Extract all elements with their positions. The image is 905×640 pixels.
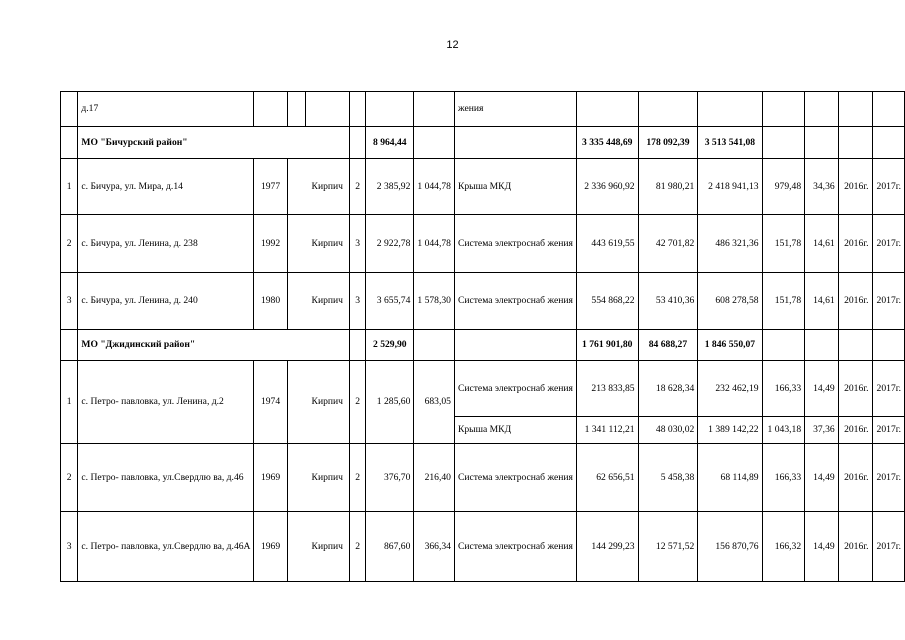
table-row xyxy=(61,159,905,215)
table-cell xyxy=(414,92,455,127)
year-built-cell: 1969 xyxy=(254,512,287,582)
table-cell xyxy=(762,330,805,361)
year-end-cell: 2017г. xyxy=(872,512,904,582)
cost-owners-cell: 42 701,82 xyxy=(638,215,698,273)
cost-fund-cell: 1 341 112,21 xyxy=(576,417,638,444)
table-cell xyxy=(61,92,78,127)
cost-total-cell: 1 389 142,22 xyxy=(698,417,762,444)
table-cell xyxy=(287,273,305,330)
year-start-cell: 2016г. xyxy=(838,215,872,273)
wall-material-cell: Кирпич xyxy=(306,159,350,215)
table-cell xyxy=(414,330,455,361)
table-cell xyxy=(306,92,350,127)
table-row xyxy=(61,361,905,417)
year-built-cell: 1969 xyxy=(254,444,287,512)
cost-owners-cell: 48 030,02 xyxy=(638,417,698,444)
table-cell xyxy=(838,127,872,159)
work-type-cell: Система электроснаб жения xyxy=(454,512,576,582)
table-row xyxy=(61,444,905,512)
living-area-cell: 1 044,78 xyxy=(414,159,455,215)
group-row xyxy=(61,330,905,361)
table-cell xyxy=(805,127,839,159)
living-area-cell: 1 578,30 xyxy=(414,273,455,330)
year-end-cell: 2017г. xyxy=(872,417,904,444)
table-cell xyxy=(287,92,305,127)
year-built-cell: 1974 xyxy=(254,361,287,444)
table-cell: д.17 xyxy=(78,92,254,127)
table-cell xyxy=(638,92,698,127)
cost-owners-cell: 53 410,36 xyxy=(638,273,698,330)
row-number: 3 xyxy=(61,512,78,582)
year-start-cell: 2016г. xyxy=(838,273,872,330)
limit-cost-cell: 14,49 xyxy=(805,444,839,512)
area-cell: 1 285,60 xyxy=(366,361,414,444)
living-area-cell: 366,34 xyxy=(414,512,455,582)
table-cell xyxy=(698,92,762,127)
cost-total-cell: 486 321,36 xyxy=(698,215,762,273)
cost-total-cell: 156 870,76 xyxy=(698,512,762,582)
row-number: 1 xyxy=(61,159,78,215)
table-cell xyxy=(872,127,904,159)
cost-fund-cell: 144 299,23 xyxy=(576,512,638,582)
work-type-cell: Система электроснаб жения xyxy=(454,444,576,512)
table-body xyxy=(61,92,905,582)
page-number: 12 xyxy=(446,39,459,51)
cost-fund-cell: 2 336 960,92 xyxy=(576,159,638,215)
table-row xyxy=(61,215,905,273)
year-end-cell: 2017г. xyxy=(872,444,904,512)
year-end-cell: 2017г. xyxy=(872,215,904,273)
work-type-cell: Крыша МКД xyxy=(454,417,576,444)
floors-cell: 2 xyxy=(349,361,365,444)
cost-fund-cell: 554 868,22 xyxy=(576,273,638,330)
table-row xyxy=(61,512,905,582)
cost-fund-cell: 443 619,55 xyxy=(576,215,638,273)
unit-cost-cell: 166,32 xyxy=(762,512,805,582)
wall-material-cell: Кирпич xyxy=(306,361,350,444)
table-cell xyxy=(366,92,414,127)
work-type-cell: Система электроснаб жения xyxy=(454,361,576,417)
unit-cost-cell: 166,33 xyxy=(762,361,805,417)
address-cell: с. Бичура, ул. Мира, д.14 xyxy=(78,159,254,215)
cost-fund-cell: 213 833,85 xyxy=(576,361,638,417)
table-cell xyxy=(872,92,904,127)
table-cell: жения xyxy=(454,92,576,127)
table-cell xyxy=(287,512,305,582)
group-cost-total: 3 513 541,08 xyxy=(698,127,762,159)
row-number: 2 xyxy=(61,215,78,273)
table-row xyxy=(61,273,905,330)
table-cell xyxy=(872,330,904,361)
area-cell: 376,70 xyxy=(366,444,414,512)
address-cell: с. Петро- павловка, ул.Свердлю ва, д.46А xyxy=(78,512,254,582)
table-cell xyxy=(805,330,839,361)
unit-cost-cell: 166,33 xyxy=(762,444,805,512)
wall-material-cell: Кирпич xyxy=(306,512,350,582)
table-cell xyxy=(349,127,365,159)
limit-cost-cell: 14,61 xyxy=(805,273,839,330)
group-cost-owners: 84 688,27 xyxy=(638,330,698,361)
living-area-cell: 683,05 xyxy=(414,361,455,444)
cost-total-cell: 68 114,89 xyxy=(698,444,762,512)
floors-cell: 2 xyxy=(349,444,365,512)
cost-owners-cell: 81 980,21 xyxy=(638,159,698,215)
table-cell xyxy=(287,215,305,273)
cost-owners-cell: 18 628,34 xyxy=(638,361,698,417)
table-cell xyxy=(287,444,305,512)
group-area-total: 8 964,44 xyxy=(366,127,414,159)
area-cell: 867,60 xyxy=(366,512,414,582)
row-number: 2 xyxy=(61,444,78,512)
table-cell xyxy=(349,330,365,361)
cost-owners-cell: 12 571,52 xyxy=(638,512,698,582)
table-cell xyxy=(414,127,455,159)
table-row xyxy=(61,92,905,127)
year-start-cell: 2016г. xyxy=(838,444,872,512)
group-cost-fund: 1 761 901,80 xyxy=(576,330,638,361)
living-area-cell: 216,40 xyxy=(414,444,455,512)
year-built-cell: 1977 xyxy=(254,159,287,215)
unit-cost-cell: 979,48 xyxy=(762,159,805,215)
year-start-cell: 2016г. xyxy=(838,512,872,582)
wall-material-cell: Кирпич xyxy=(306,273,350,330)
floors-cell: 2 xyxy=(349,512,365,582)
table-cell xyxy=(454,330,576,361)
table-cell xyxy=(762,127,805,159)
unit-cost-cell: 151,78 xyxy=(762,215,805,273)
limit-cost-cell: 37,36 xyxy=(805,417,839,444)
floors-cell: 3 xyxy=(349,273,365,330)
address-cell: с. Петро- павловка, ул.Свердлю ва, д.46 xyxy=(78,444,254,512)
area-cell: 2 385,92 xyxy=(366,159,414,215)
cost-fund-cell: 62 656,51 xyxy=(576,444,638,512)
cost-owners-cell: 5 458,38 xyxy=(638,444,698,512)
work-type-cell: Крыша МКД xyxy=(454,159,576,215)
group-label: МО "Джидинский район" xyxy=(78,330,350,361)
floors-cell: 3 xyxy=(349,215,365,273)
table-cell xyxy=(454,127,576,159)
cost-total-cell: 608 278,58 xyxy=(698,273,762,330)
table-cell xyxy=(254,92,287,127)
limit-cost-cell: 14,61 xyxy=(805,215,839,273)
group-cost-fund: 3 335 448,69 xyxy=(576,127,638,159)
year-end-cell: 2017г. xyxy=(872,361,904,417)
group-area-total: 2 529,90 xyxy=(366,330,414,361)
table-cell xyxy=(576,92,638,127)
limit-cost-cell: 14,49 xyxy=(805,512,839,582)
limit-cost-cell: 34,36 xyxy=(805,159,839,215)
wall-material-cell: Кирпич xyxy=(306,444,350,512)
year-built-cell: 1992 xyxy=(254,215,287,273)
cost-total-cell: 232 462,19 xyxy=(698,361,762,417)
work-type-cell: Система электроснаб жения xyxy=(454,273,576,330)
group-cost-owners: 178 092,39 xyxy=(638,127,698,159)
capital-repair-table xyxy=(60,91,905,582)
group-label: МО "Бичурский район" xyxy=(78,127,350,159)
unit-cost-cell: 1 043,18 xyxy=(762,417,805,444)
year-start-cell: 2016г. xyxy=(838,159,872,215)
row-number: 3 xyxy=(61,273,78,330)
floors-cell: 2 xyxy=(349,159,365,215)
group-row xyxy=(61,127,905,159)
table-cell xyxy=(61,330,78,361)
table-cell xyxy=(805,92,839,127)
year-built-cell: 1980 xyxy=(254,273,287,330)
year-start-cell: 2016г. xyxy=(838,361,872,417)
area-cell: 3 655,74 xyxy=(366,273,414,330)
table-cell xyxy=(61,127,78,159)
table-cell xyxy=(762,92,805,127)
year-end-cell: 2017г. xyxy=(872,159,904,215)
living-area-cell: 1 044,78 xyxy=(414,215,455,273)
area-cell: 2 922,78 xyxy=(366,215,414,273)
address-cell: с. Бичура, ул. Ленина, д. 240 xyxy=(78,273,254,330)
year-start-cell: 2016г. xyxy=(838,417,872,444)
address-cell: с. Петро- павловка, ул. Ленина, д.2 xyxy=(78,361,254,444)
limit-cost-cell: 14,49 xyxy=(805,361,839,417)
unit-cost-cell: 151,78 xyxy=(762,273,805,330)
year-end-cell: 2017г. xyxy=(872,273,904,330)
table-cell xyxy=(349,92,365,127)
table-cell xyxy=(287,361,305,444)
row-number: 1 xyxy=(61,361,78,444)
table-cell xyxy=(838,330,872,361)
cost-total-cell: 2 418 941,13 xyxy=(698,159,762,215)
group-cost-total: 1 846 550,07 xyxy=(698,330,762,361)
work-type-cell: Система электроснаб жения xyxy=(454,215,576,273)
wall-material-cell: Кирпич xyxy=(306,215,350,273)
table-cell xyxy=(838,92,872,127)
table-cell xyxy=(287,159,305,215)
address-cell: с. Бичура, ул. Ленина, д. 238 xyxy=(78,215,254,273)
